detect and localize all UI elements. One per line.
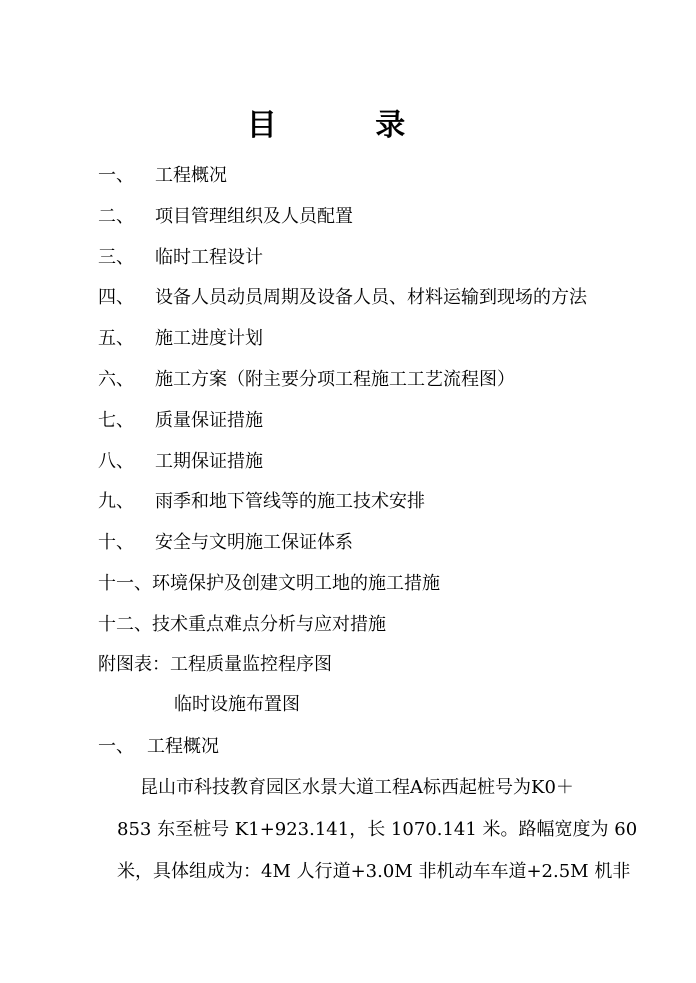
- toc-item-number: 一、: [98, 165, 134, 186]
- toc-item-number: 五、: [98, 328, 134, 349]
- toc-item-number: 二、: [98, 206, 134, 227]
- toc-item-number: 八、: [98, 451, 134, 472]
- toc-item-text: 质量保证措施: [155, 410, 263, 431]
- toc-item-number: 七、: [98, 410, 134, 431]
- toc-item-number: 十、: [98, 532, 134, 553]
- appendix-sub-line: 临时设施布置图: [174, 694, 300, 715]
- page-title: 目 录: [246, 108, 450, 143]
- toc-item-number: 四、: [98, 287, 134, 308]
- toc-item-text: 临时工程设计: [155, 247, 263, 268]
- section-title: 工程概况: [147, 736, 219, 757]
- toc-item-number: 九、: [98, 491, 134, 512]
- toc-item-text: 安全与文明施工保证体系: [155, 532, 353, 553]
- toc-item-text: 项目管理组织及人员配置: [155, 206, 353, 227]
- toc-item-text: 十一、环境保护及创建文明工地的施工措施: [98, 573, 440, 594]
- appendix-line: 附图表：工程质量监控程序图: [98, 654, 332, 675]
- toc-item-text: 施工方案（附主要分项工程施工工艺流程图）: [155, 369, 515, 390]
- body-paragraph-line-3: 米，具体组成为：4M 人行道+3.0M 非机动车车道+2.5M 机非: [117, 861, 631, 882]
- toc-item-text: 十二、技术重点难点分析与应对措施: [98, 614, 386, 635]
- toc-item-text: 工程概况: [155, 165, 227, 186]
- toc-item-number: 三、: [98, 247, 134, 268]
- toc-item-text: 施工进度计划: [155, 328, 263, 349]
- body-paragraph-line-1: 昆山市科技教育园区水景大道工程A标西起桩号为K0＋: [140, 777, 574, 798]
- section-number: 一、: [98, 736, 134, 757]
- toc-item-text: 设备人员动员周期及设备人员、材料运输到现场的方法: [155, 287, 587, 308]
- toc-item-number: 六、: [98, 369, 134, 390]
- toc-item-text: 工期保证措施: [155, 451, 263, 472]
- toc-item-text: 雨季和地下管线等的施工技术安排: [155, 491, 425, 512]
- body-paragraph-line-2: 853 东至桩号 K1+923.141，长 1070.141 米。路幅宽度为 60: [117, 819, 638, 840]
